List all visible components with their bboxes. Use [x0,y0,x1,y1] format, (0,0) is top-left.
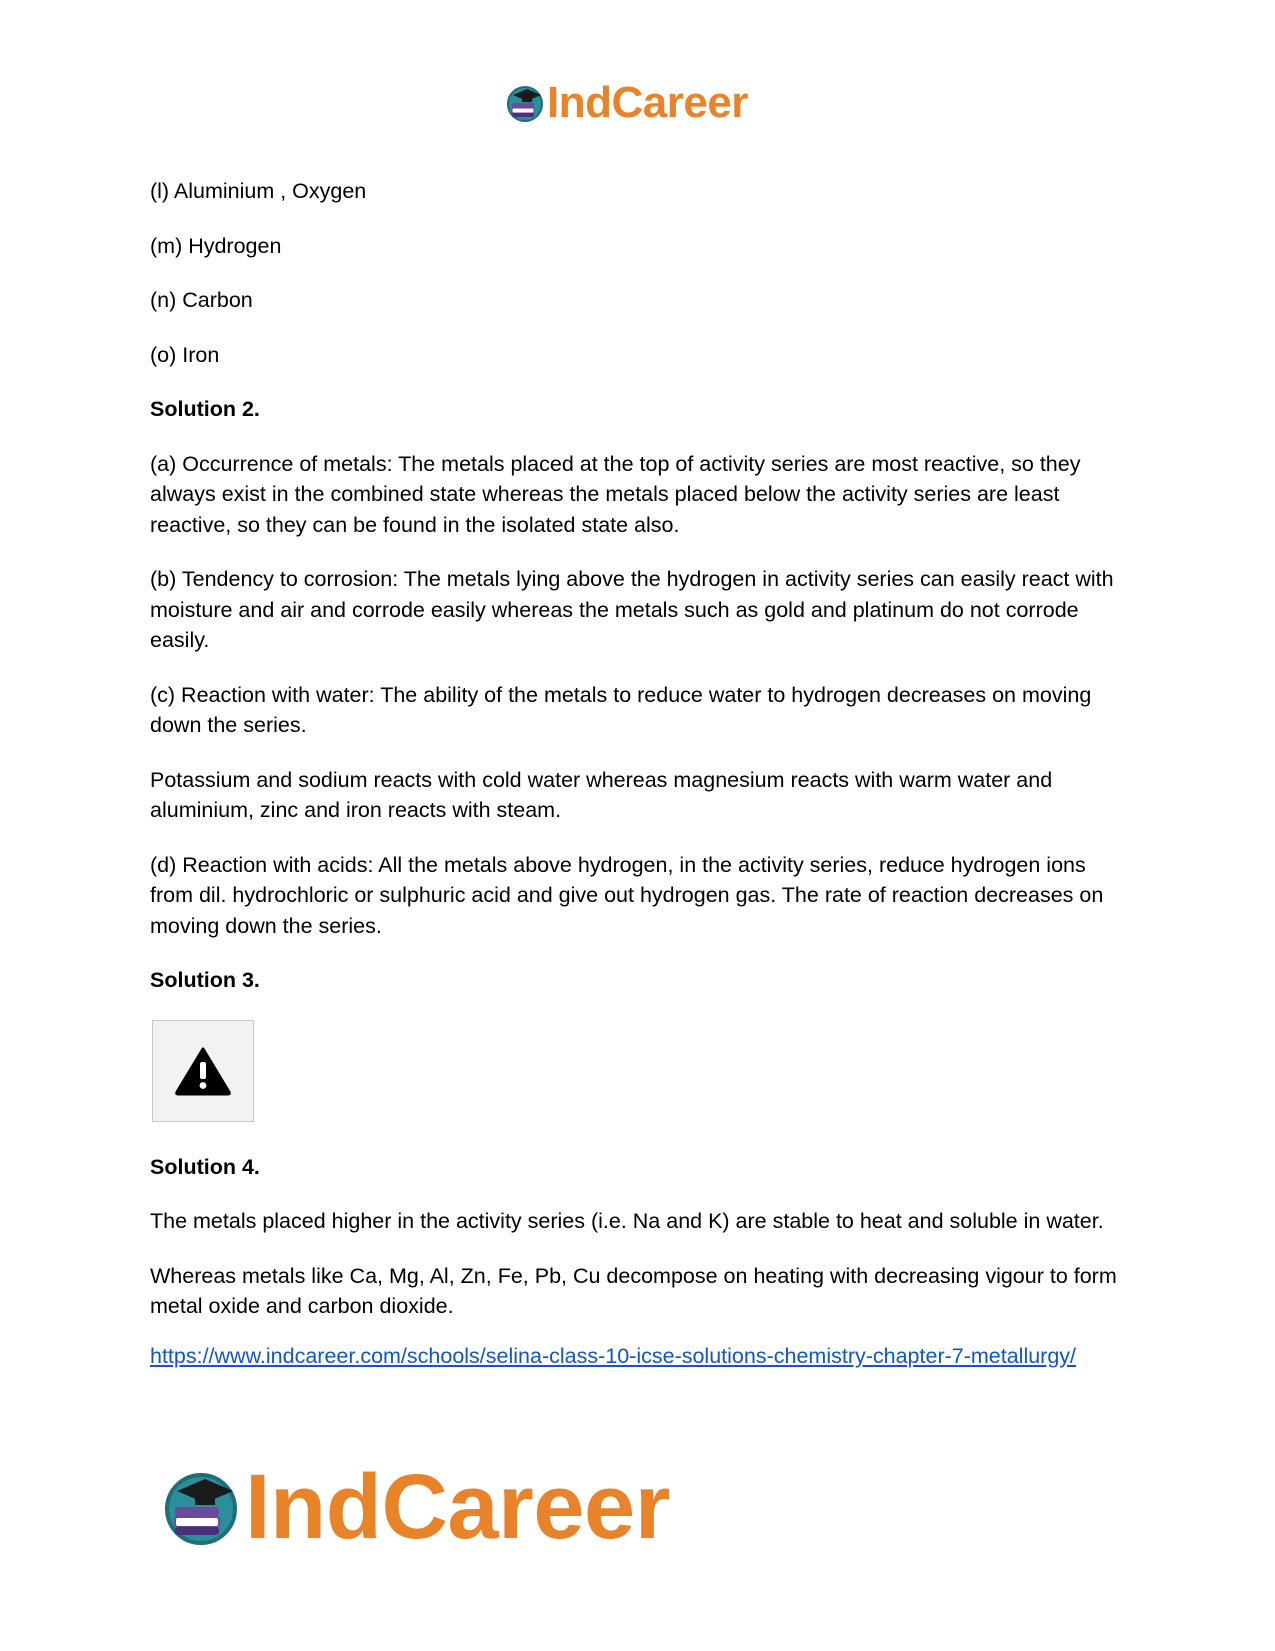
source-link[interactable]: https://www.indcareer.com/schools/selina-class-10-icse-solutions-chemistry-chapter-7-metallurgy/ [150,1343,1077,1368]
logo-globe-icon [505,83,545,123]
solution-2-paragraph-c: (c) Reaction with water: The ability of the metals to reduce water to hydrogen decreases on moving down the series. [150,682,1092,737]
logo-globe-icon [161,1467,241,1547]
logo-wordmark: IndCareer [245,1455,670,1558]
list-item: (m) Hydrogen [150,233,282,258]
logo-wordmark: IndCareer [547,78,748,127]
solution-4-heading: Solution 4. [150,1154,260,1179]
broken-image-placeholder [152,1020,254,1122]
list-item: (l) Aluminium , Oxygen [150,179,367,203]
header-logo [505,80,748,126]
solution-2-heading: Solution 2. [150,397,260,421]
document-body [150,176,1130,1374]
solution-3-heading: Solution 3. [150,968,260,992]
solution-2-paragraph-d: (d) Reaction with acids: All the metals above hydrogen, in the activity series, reduce hydrogen ions from dil. hydrochloric or sulphuric acid and give out hydrogen gas. The rate of reaction decreases on moving down the series. [150,852,1104,938]
footer-logo [161,1455,670,1558]
list-item: (o) Iron [150,342,220,367]
solution-4-paragraph-2: Whereas metals like Ca, Mg, Al, Zn, Fe, Pb, Cu decompose on heating with decreasing vigour to form metal oxide and carbon dioxide. [150,1263,1117,1318]
solution-2-paragraph-c-continued: Potassium and sodium reacts with cold water whereas magnesium reacts with warm water and aluminium, zinc and iron reacts with steam. [150,767,1053,822]
source-link-container [150,1338,1130,1374]
solution-4-paragraph-1: The metals placed higher in the activity series (i.e. Na and K) are stable to heat and soluble in water. [150,1209,1104,1233]
solution-2-paragraph-b: (b) Tendency to corrosion: The metals lying above the hydrogen in activity series can easily react with moisture and air and corrode easily whereas the metals such as gold and platinum do not corrode easily. [150,567,1114,652]
warning-icon [174,1046,232,1096]
list-item: (n) Carbon [150,288,253,312]
solution-2-paragraph-a: (a) Occurrence of metals: The metals placed at the top of activity series are most reactive, so they always exist in the combined state whereas the metals placed below the activity series are least reactive, so they can be found in the isolated state also. [150,451,1081,537]
